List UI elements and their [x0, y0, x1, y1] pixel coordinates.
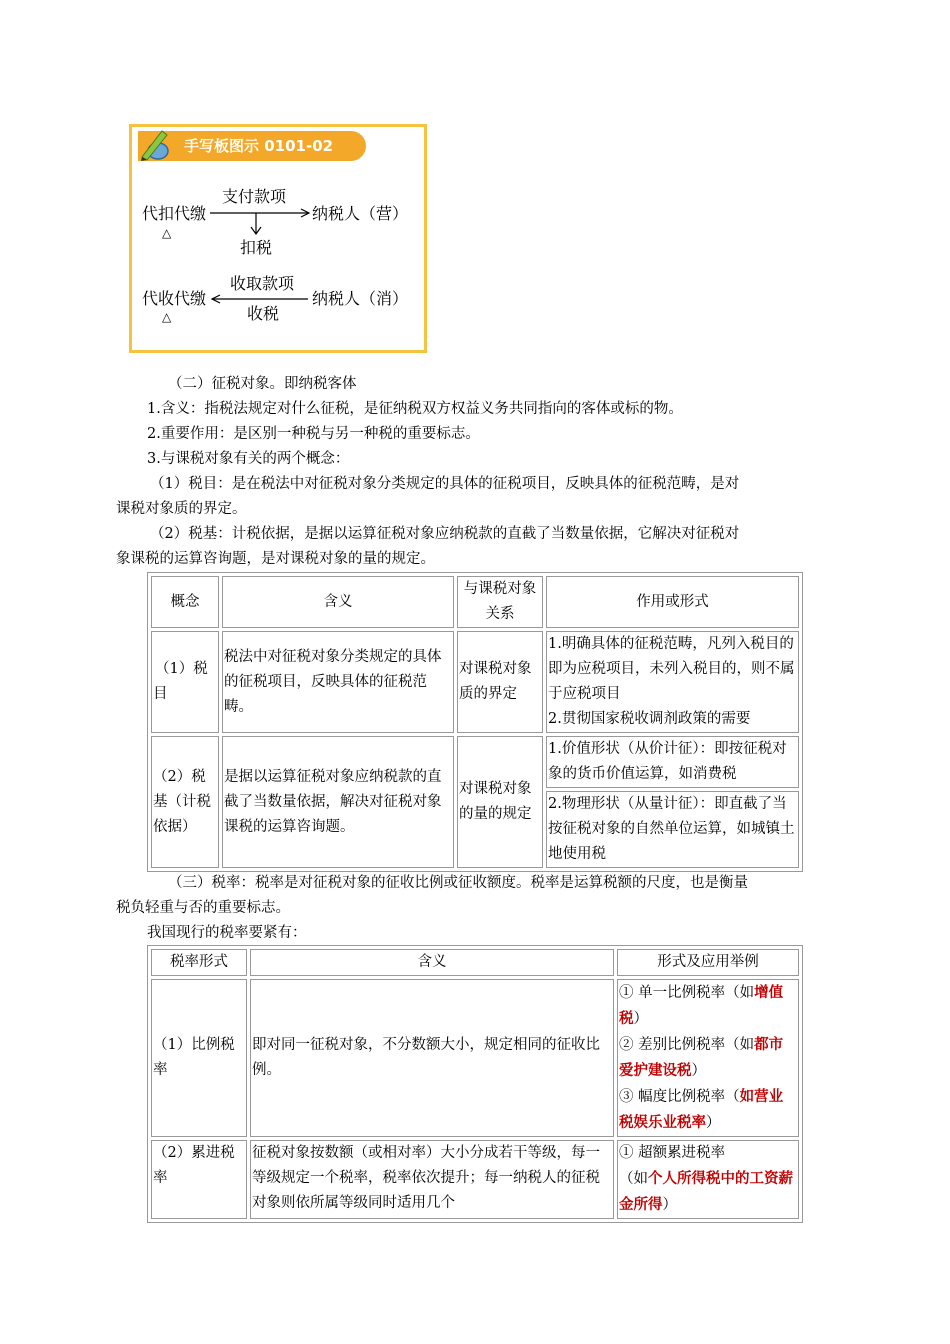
triangle-mark-1: △ [162, 226, 172, 240]
table-row [151, 979, 799, 1137]
object-heading: （二）征税对象。即纳税客体 [168, 376, 357, 392]
header-meaning: 含义 [222, 576, 454, 628]
receive-label: 收取款项 [230, 274, 295, 293]
examples-cell [617, 1140, 799, 1219]
relation-cell: 对课税对象的量的规定 [457, 736, 543, 868]
concept-cell: （2）税基（计税依据） [151, 736, 219, 868]
triangle-mark-2: △ [162, 310, 172, 324]
paragraph-role: 2.重要作用：是区别一种税与另一种税的重要标志。 [147, 426, 480, 442]
collect-label: 代收代缴 [142, 289, 207, 308]
usage-line: 1.明确具体的征税范畴，凡列入税目的即为应税项目，未列入税目的，则不属于应税项目 [548, 636, 795, 702]
collect-tax-label: 收税 [247, 304, 280, 323]
example-text: ① 超额累进税率 [619, 1145, 726, 1161]
paragraph-concepts: 3.与课税对象有关的两个概念： [147, 451, 350, 467]
example-text: ② 差别比例税率（如 [619, 1037, 755, 1053]
header-rate-form: 税率形式 [151, 949, 247, 976]
rate-form-cell: （1）比例税率 [151, 979, 247, 1137]
concept-table [147, 572, 803, 872]
relation-cell: 对课税对象质的界定 [457, 631, 543, 733]
example-text: ① 单一比例税率（如 [619, 985, 755, 1001]
header-usage: 作用或形式 [546, 576, 799, 628]
pay-label: 支付款项 [222, 187, 287, 206]
example-text: ） [662, 1197, 677, 1213]
example-text: ） [691, 1063, 706, 1079]
taxpayer-business-label: 纳税人（营） [312, 204, 409, 223]
example-highlight: 都市爱护建设税 [619, 1036, 784, 1079]
example-highlight: 个人所得税中的工资薪金所得 [619, 1170, 793, 1213]
tax-rate-table [147, 945, 803, 1223]
meaning-cell: 征税对象按数额（或相对率）大小分成若干等级，每一等级规定一个税率，税率依次提升；每一纳税人的征税对象则依所属等级同时适用几个 [250, 1140, 614, 1219]
example-text: ③ 幅度比例税率（ [619, 1089, 740, 1105]
rate-heading-line2: 税负轻重与否的重要标志。 [116, 900, 290, 916]
meaning-cell: 税法中对征税对象分类规定的具体的征税项目，反映具体的征税范畴。 [222, 631, 454, 733]
rate-intro: 我国现行的税率要紧有： [147, 925, 307, 941]
usage-cell [546, 631, 799, 733]
board-title: 手写板图示 0101-02 [184, 137, 334, 155]
header-meaning: 含义 [250, 949, 614, 976]
example-text: ） [706, 1115, 721, 1131]
paragraph-base-line1: （2）税基：计税依据，是据以运算征税对象应纳税款的直截了当数量依据，它解决对征税对 [150, 526, 740, 542]
table-row [151, 736, 799, 788]
handwriting-board [129, 124, 427, 353]
paragraph-meaning: 1.含义：指税法规定对什么征税，是征纳税双方权益义务共同指向的客体或标的物。 [147, 401, 683, 417]
withhold-label: 代扣代缴 [142, 204, 207, 223]
example-text: ） [633, 1011, 648, 1027]
header-concept: 概念 [151, 576, 219, 628]
usage-cell: 2.物理形状（从量计征）：即直截了当按征税对象的自然单位运算，如城镇土地使用税 [546, 791, 799, 868]
usage-cell: 1.价值形状（从价计征）：即按征税对象的货币价值运算，如消费税 [546, 736, 799, 788]
deduct-label: 扣税 [240, 238, 273, 257]
paragraph-item-line2: 课税对象质的界定。 [116, 501, 247, 517]
header-relation: 与课税对象关系 [457, 576, 543, 628]
header-examples: 形式及应用举例 [617, 949, 799, 976]
paragraph-base-line2: 象课税的运算咨询题，是对课税对象的量的规定。 [116, 551, 435, 567]
example-highlight: 如营业税娱乐业税率 [619, 1088, 784, 1131]
table-row [151, 631, 799, 733]
table-row [151, 1140, 799, 1219]
usage-line: 2.贯彻国家税收调剂政策的需要 [548, 711, 751, 727]
rate-heading-line1: （三）税率：税率是对征税对象的征收比例或征收额度。税率是运算税额的尺度，也是衡量 [168, 875, 748, 891]
rate-form-cell: （2）累进税率 [151, 1140, 247, 1219]
example-text: （如 [619, 1171, 648, 1187]
paragraph-item-line1: （1）税目：是在税法中对征税对象分类规定的具体的征税项目，反映具体的征税范畴，是对 [150, 476, 740, 492]
concept-cell: （1）税目 [151, 631, 219, 733]
examples-cell [617, 979, 799, 1137]
example-highlight: 增值税 [619, 984, 784, 1027]
meaning-cell: 即对同一征税对象，不分数额大小，规定相同的征收比例。 [250, 979, 614, 1137]
meaning-cell: 是据以运算征税对象应纳税款的直截了当数量依据，解决对征税对象课税的运算咨询题。 [222, 736, 454, 868]
taxpayer-consumption-label: 纳税人（消） [312, 289, 409, 308]
